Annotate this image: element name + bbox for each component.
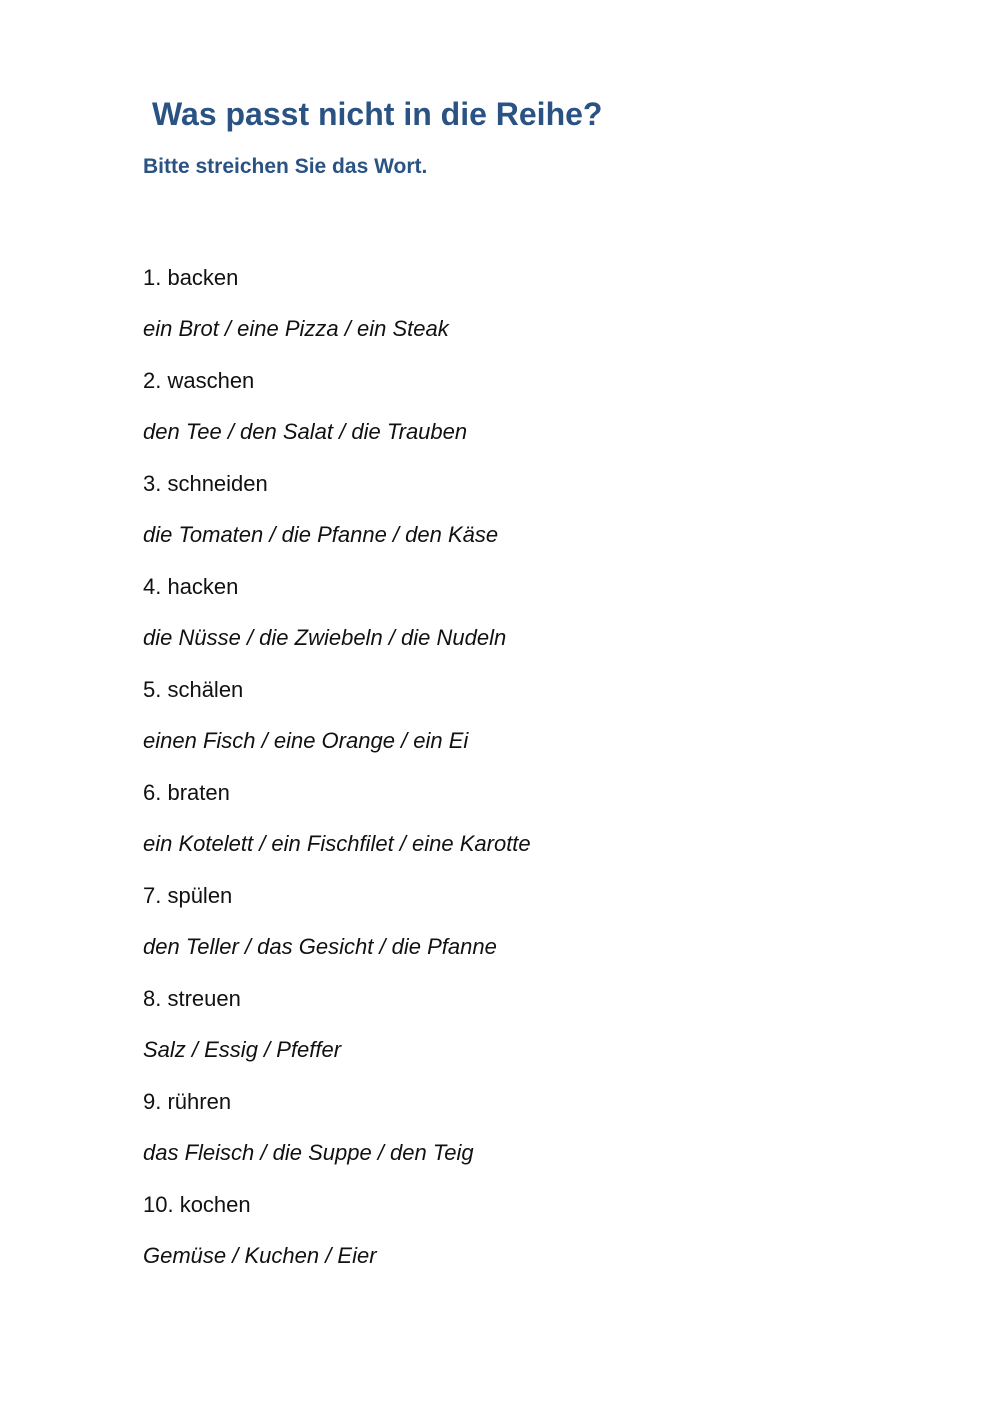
exercise-item-8 [143,984,903,1087]
item-verb: 5. schälen [143,677,244,702]
item-verb: 10. kochen [143,1192,251,1217]
exercise-item-4 [143,572,903,675]
item-options[interactable]: das Fleisch / die Suppe / den Teig [143,1140,474,1165]
item-verb: 8. streuen [143,986,241,1011]
item-options[interactable]: den Tee / den Salat / die Trauben [143,419,468,444]
exercise-item-7 [143,881,903,984]
item-verb: 7. spülen [143,883,233,908]
exercise-item-6 [143,778,903,881]
item-verb: 2. waschen [143,368,255,393]
item-verb: 4. hacken [143,574,239,599]
item-verb: 1. backen [143,265,239,290]
item-verb: 9. rühren [143,1089,232,1114]
item-options[interactable]: Gemüse / Kuchen / Eier [143,1243,377,1268]
exercise-item-5 [143,675,903,778]
item-options[interactable]: einen Fisch / eine Orange / ein Ei [143,728,469,753]
item-verb: 6. braten [143,780,230,805]
exercise-item-2 [143,366,903,469]
page-title: Was passt nicht in die Reihe? [152,96,603,132]
instruction-text: Bitte streichen Sie das Wort. [143,155,428,178]
item-options[interactable]: den Teller / das Gesicht / die Pfanne [143,934,497,959]
exercise-item-3 [143,469,903,572]
exercise-item-1 [143,263,903,366]
exercise-list [143,263,903,1293]
exercise-item-9 [143,1087,903,1190]
item-options[interactable]: Salz / Essig / Pfeffer [143,1037,342,1062]
item-options[interactable]: die Tomaten / die Pfanne / den Käse [143,522,499,547]
item-options[interactable]: die Nüsse / die Zwiebeln / die Nudeln [143,625,507,650]
item-verb: 3. schneiden [143,471,268,496]
item-options[interactable]: ein Brot / eine Pizza / ein Steak [143,316,449,341]
item-options[interactable]: ein Kotelett / ein Fischfilet / eine Karotte [143,831,531,856]
exercise-item-10 [143,1190,903,1293]
